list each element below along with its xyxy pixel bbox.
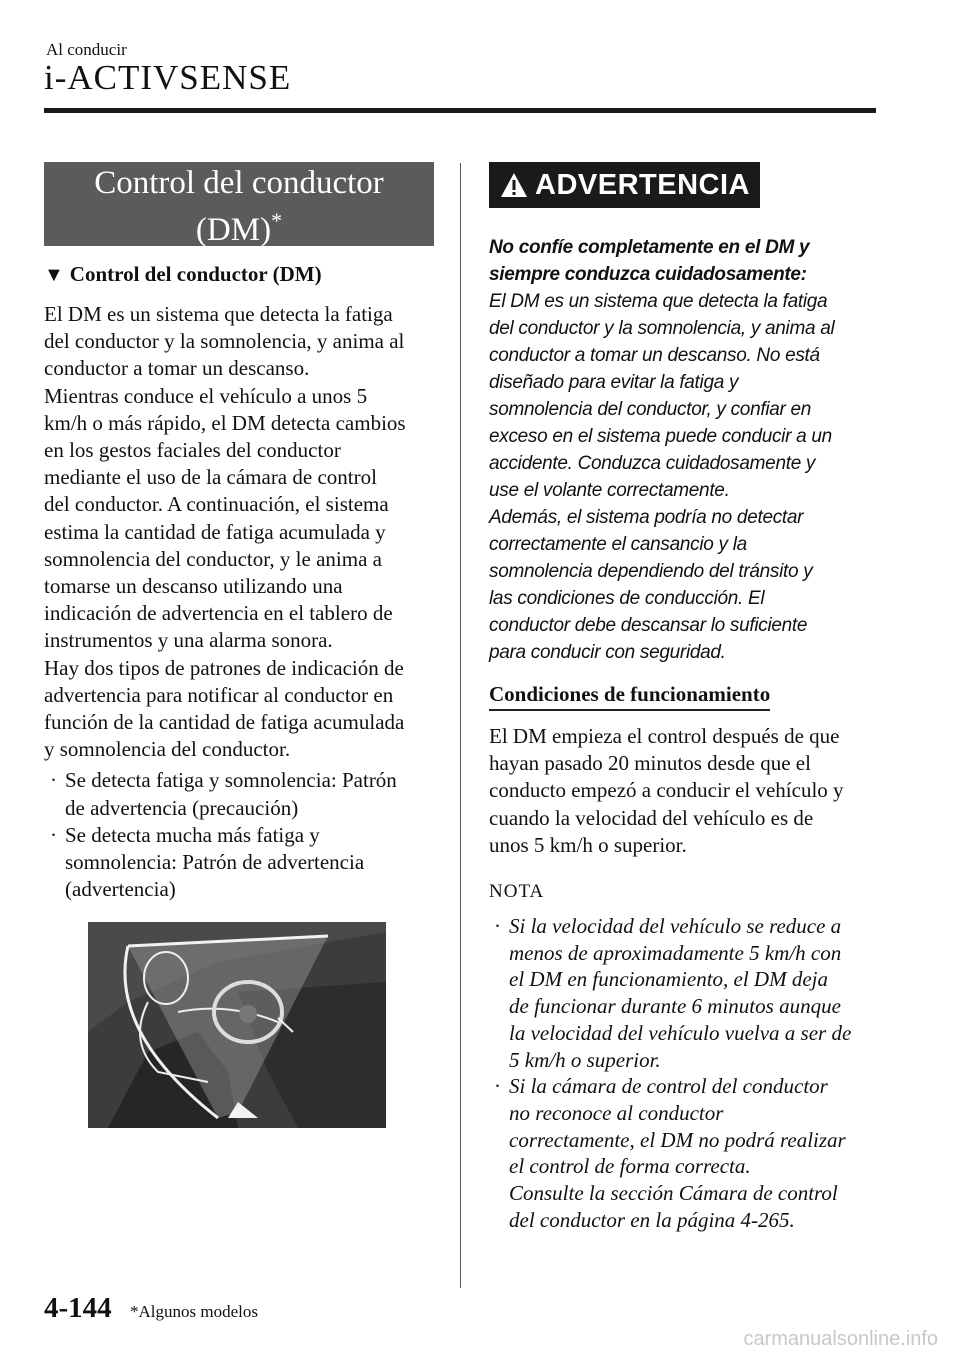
chapter-title: i-ACTIVSENSE xyxy=(44,58,292,97)
list-item: · Si la cámara de control del conductor no reconoce al conductor correctamente, el DM no podrá realizar el control de forma correcta. Consulte la sección Cámara de control del conductor en la página 4-265. xyxy=(494,1074,846,1232)
page-number: 4-144 xyxy=(44,1292,112,1324)
section-label: Al conducir xyxy=(46,40,127,59)
warning-banner xyxy=(489,162,760,208)
bullet-dot-icon: · xyxy=(50,822,57,847)
driver-camera-illustration-icon xyxy=(88,922,386,1128)
bullet-list xyxy=(44,767,434,903)
bullet-dot-icon: · xyxy=(494,914,501,939)
left-column xyxy=(44,162,434,903)
note-label: NOTA xyxy=(489,881,545,903)
warning-label: ADVERTENCIA xyxy=(535,168,750,201)
bullet-dot-icon: · xyxy=(50,768,57,793)
optional-equipment-marker: * xyxy=(271,208,283,233)
header-rule xyxy=(44,108,876,113)
section-title-line1: Control del conductor xyxy=(94,165,384,201)
list-item: · Se detecta fatiga y somnolencia: Patrón de advertencia (precaución) xyxy=(50,768,397,820)
column-divider xyxy=(460,163,461,1288)
driver-monitoring-illustration xyxy=(88,922,386,1128)
warning-triangle-icon xyxy=(499,171,529,199)
conditions-heading: Condiciones de funcionamiento xyxy=(489,682,770,711)
list-item: · Se detecta mucha más fatiga y somnolencia: Patrón de advertencia (advertencia) xyxy=(50,822,365,902)
conditions-paragraph: El DM empieza el control después de que hayan pasado 20 minutos desde que el conducto empezó a conducir el vehículo y cuando la velocidad del vehículo es de unos 5 km/h o superior. xyxy=(489,724,844,857)
watermark: carmanualsonline.info xyxy=(743,1328,938,1350)
section-title-line2: (DM) xyxy=(195,212,272,248)
subheading xyxy=(44,260,434,289)
subheading-text: Control del conductor (DM) xyxy=(69,262,322,286)
note-list xyxy=(489,913,879,1233)
list-item: · Si la velocidad del vehículo se reduce a menos de aproximadamente 5 km/h con el DM en funcionamiento, el DM deja de funcionar durante 6 minutos aunque la velocidad del vehículo vuelva a ser de 5 km/h o superior. xyxy=(494,914,852,1072)
right-column xyxy=(489,162,879,1233)
section-title-box xyxy=(44,162,434,246)
triangle-down-icon: ▼ xyxy=(44,264,64,286)
warning-body: El DM es un sistema que detecta la fatiga del conductor y la somnolencia, y anima al conductor a tomar un descanso. No está diseñado para evitar la fatiga y somnolencia del conductor, y confiar en exceso en el sistema puede conducir a un accidente. Conduzca cuidadosamente y use el volante correctamente. Además, el sistema podría no detectar correctamente el cansancio y la somnolencia dependiendo del tránsito y las condiciones de conducción. El conductor debe descansar lo suficiente para conducir con seguridad. xyxy=(489,291,835,663)
intro-paragraph: El DM es un sistema que detecta la fatiga del conductor y la somnolencia, y anima al conductor a tomar un descanso. Mientras conduce el vehículo a unos 5 km/h o más rápido, el DM detecta cambios en los gestos faciales del conductor mediante el uso de la cámara de control del conductor. A continuación, el sistema estima la cantidad de fatiga acumulada y somnolencia del conductor, y le anima a tomarse un descanso utilizando una indicación de advertencia en el tablero de instrumentos y una alarma sonora. Hay dos tipos de patrones de indicación de advertencia para notificar al conductor en función de la cantidad de fatiga acumulada y somnolencia del conductor. xyxy=(44,302,406,762)
warning-text xyxy=(489,234,879,666)
footnote: *Algunos modelos xyxy=(130,1302,258,1321)
bullet-dot-icon: · xyxy=(494,1074,501,1099)
warning-bold-lead: No confíe completamente en el DM y siempre conduzca cuidadosamente: xyxy=(489,237,810,285)
